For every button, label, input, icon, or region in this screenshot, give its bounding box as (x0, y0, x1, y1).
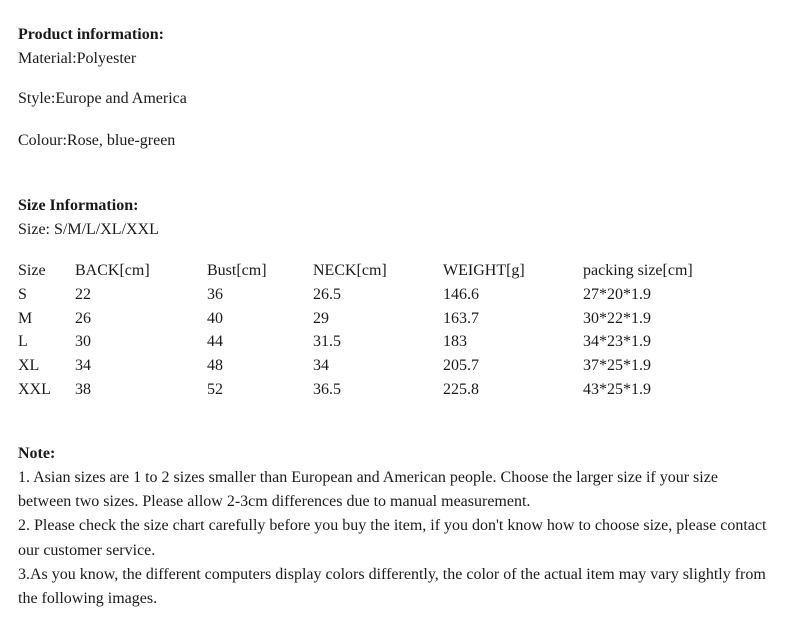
table-cell: 34*23*1.9 (583, 333, 651, 351)
table-cell: 36.5 (313, 380, 341, 398)
table-row-m (18, 307, 780, 331)
size-info-heading: Size Information: (18, 197, 139, 214)
table-cell: S (18, 285, 27, 303)
table-cell: 52 (207, 380, 223, 398)
table-cell: XXL (18, 380, 51, 398)
note-item: 1. Asian sizes are 1 to 2 sizes smaller than European and American people. Choose the larger size if your size between two sizes. Please allow 2-3cm differences due to manual measurement. (18, 469, 718, 511)
section-product-info (18, 23, 164, 71)
table-cell: 38 (75, 380, 91, 398)
table-cell: 36 (207, 285, 223, 303)
product-style: Style:Europe and America (18, 90, 187, 107)
table-cell: 48 (207, 357, 223, 375)
table-cell: XL (18, 357, 40, 375)
table-cell: 26 (75, 309, 91, 327)
column-header-back: BACK[cm] (75, 262, 150, 279)
column-header-packing-size: packing size[cm] (583, 262, 693, 279)
table-cell: 30 (75, 333, 91, 351)
product-info-heading: Product information: (18, 26, 164, 43)
product-material: Material:Polyester (18, 50, 137, 67)
table-cell: 29 (313, 309, 329, 327)
table-cell: 205.7 (443, 357, 479, 375)
size-table (18, 259, 780, 402)
table-cell: 30*22*1.9 (583, 309, 651, 327)
table-cell: 34 (313, 357, 329, 375)
section-size-info (18, 194, 159, 242)
table-cell: 44 (207, 333, 223, 351)
table-cell: 146.6 (443, 285, 479, 303)
product-colour: Colour:Rose, blue-green (18, 132, 176, 149)
table-row-s (18, 283, 780, 307)
table-row-l (18, 330, 780, 354)
column-header-neck: NECK[cm] (313, 262, 387, 279)
table-cell: 27*20*1.9 (583, 285, 651, 303)
column-header-weight: WEIGHT[g] (443, 262, 525, 279)
table-cell: 183 (443, 333, 467, 351)
table-cell: 34 (75, 357, 91, 375)
column-header-bust: Bust[cm] (207, 262, 267, 279)
table-cell: 43*25*1.9 (583, 380, 651, 398)
table-cell: 225.8 (443, 380, 479, 398)
table-cell: 40 (207, 309, 223, 327)
table-cell: L (18, 333, 28, 351)
table-cell: 22 (75, 285, 91, 303)
table-cell: M (18, 309, 33, 327)
table-row-xl (18, 354, 780, 378)
table-row-xxl (18, 378, 780, 402)
table-cell: 26.5 (313, 285, 341, 303)
table-cell: 163.7 (443, 309, 479, 327)
table-cell: 31.5 (313, 333, 341, 351)
column-header-size: Size (18, 262, 46, 279)
size-list: Size: S/M/L/XL/XXL (18, 221, 159, 238)
size-table-header-row (18, 259, 780, 283)
note-item: 2. Please check the size chart carefully before you buy the item, if you don't know how to choose size, please contact our customer service. (18, 517, 767, 559)
note-heading: Note: (18, 445, 56, 462)
table-cell: 37*25*1.9 (583, 357, 651, 375)
note-item: 3.As you know, the different computers display colors differently, the color of the actual item may vary slightly from the following images. (18, 565, 766, 608)
section-note (18, 442, 775, 611)
